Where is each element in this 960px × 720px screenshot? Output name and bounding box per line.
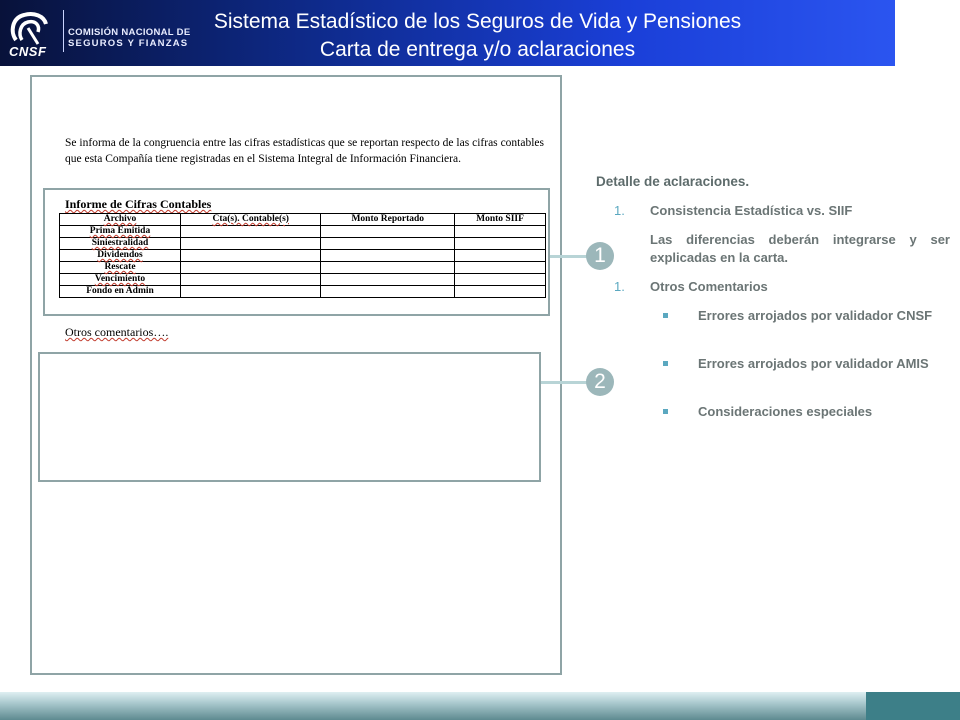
row-label: Prima Emitida — [60, 226, 181, 238]
table-row — [60, 226, 546, 238]
table-cell — [181, 274, 321, 286]
table-cell — [321, 238, 455, 250]
bullet-icon — [663, 361, 668, 366]
comments-box — [38, 352, 541, 482]
cifras-table — [59, 213, 546, 298]
table-cell — [321, 262, 455, 274]
table-cell — [181, 286, 321, 298]
table-row — [60, 286, 546, 298]
table-header-row — [60, 214, 546, 226]
table-cell — [455, 286, 546, 298]
table-cell — [181, 226, 321, 238]
subitem-amis: Errores arrojados por validador AMIS — [698, 356, 929, 371]
document-intro: Se informa de la congruencia entre las cifras estadísticas que se reportan respecto de las cifras contables que esta Compañía tiene registradas en el Sistema Integral de Información Financiera. — [65, 137, 544, 165]
table-row — [60, 250, 546, 262]
table-cell — [181, 262, 321, 274]
footer-block — [866, 692, 960, 720]
connector-1 — [550, 255, 588, 258]
table-row — [60, 238, 546, 250]
column-header: Archivo — [60, 214, 181, 226]
table-cell — [321, 274, 455, 286]
row-label: Dividendos — [60, 250, 181, 262]
table-cell — [321, 250, 455, 262]
table-cell — [321, 286, 455, 298]
header-banner — [0, 0, 895, 66]
table-cell — [455, 250, 546, 262]
row-label: Vencimiento — [60, 274, 181, 286]
logo-line-1: COMISIÓN NACIONAL DE — [68, 27, 191, 38]
row-label: Rescate — [60, 262, 181, 274]
page-title: Sistema Estadístico de los Seguros de Vida y Pensiones — [213, 10, 742, 33]
item-consistencia-desc: Las diferencias deberán integrarse y ser explicadas en la carta. — [650, 232, 950, 265]
item-consistencia: Consistencia Estadística vs. SIIF — [650, 203, 853, 218]
subitem-consideraciones: Consideraciones especiales — [698, 404, 873, 419]
item-otros-comentarios: Otros Comentarios — [650, 279, 768, 294]
table-cell — [455, 226, 546, 238]
table-cell — [321, 226, 455, 238]
table-cell — [181, 250, 321, 262]
table-row — [60, 262, 546, 274]
row-label: Siniestralidad — [60, 238, 181, 250]
otros-comentarios-label — [65, 325, 168, 340]
logo-abbr: CNSF — [9, 44, 47, 59]
footer-bar — [0, 692, 866, 720]
logo-line-2: SEGUROS Y FIANZAS — [68, 38, 189, 49]
badge-1: 1 — [586, 242, 614, 270]
otros-text: Otros comentarios…. — [65, 325, 169, 339]
row-label: Fondo en Admin — [60, 286, 181, 298]
logo-separator — [63, 10, 64, 52]
cnsf-logo-icon — [8, 10, 52, 48]
table-title: Informe de Cifras Contables — [65, 197, 212, 211]
bullet-icon — [663, 409, 668, 414]
table-cell — [455, 274, 546, 286]
table-row — [60, 274, 546, 286]
badge-2: 2 — [586, 368, 614, 396]
column-header: Monto SIIF — [455, 214, 546, 226]
column-header: Monto Reportado — [321, 214, 455, 226]
page-subtitle: Carta de entrega y/o aclaraciones — [319, 38, 636, 61]
column-header: Cta(s). Contable(s) — [181, 214, 321, 226]
detail-title: Detalle de aclaraciones. — [596, 174, 750, 189]
table-cell — [181, 238, 321, 250]
connector-2 — [541, 381, 588, 384]
subitem-cnsf: Errores arrojados por validador CNSF — [698, 308, 933, 323]
bullet-icon — [663, 313, 668, 318]
item-number: 1. — [614, 279, 625, 294]
table-cell — [455, 238, 546, 250]
table-cell — [455, 262, 546, 274]
item-number: 1. — [614, 203, 625, 218]
